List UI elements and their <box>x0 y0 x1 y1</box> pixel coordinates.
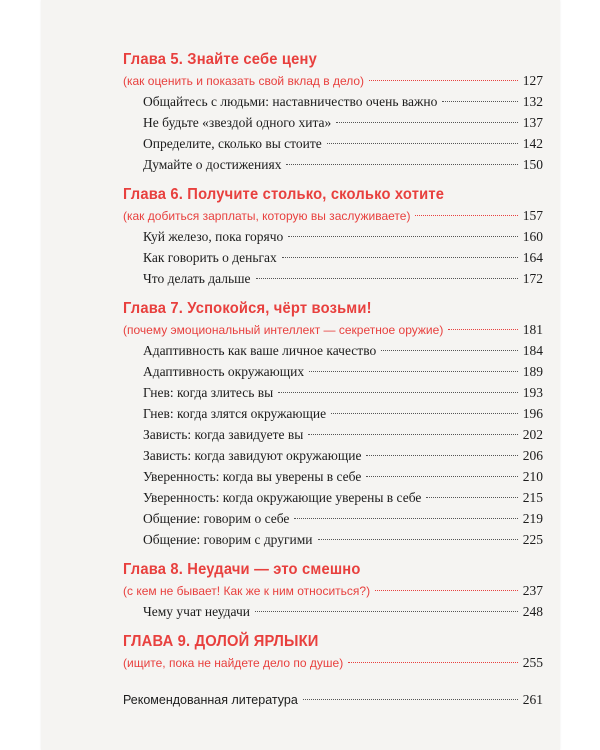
toc-entry <box>123 154 543 175</box>
page-number: 150 <box>522 157 543 172</box>
page-number: 202 <box>522 427 543 442</box>
dot-leader <box>442 101 517 102</box>
entry-label: Уверенность: когда вы уверены в себе <box>143 469 362 484</box>
dot-leader <box>294 518 517 519</box>
dot-leader <box>331 413 518 414</box>
entry-label: Гнев: когда злитесь вы <box>143 385 274 400</box>
entry-label: Не будьте «звездой одного хита» <box>143 115 332 130</box>
dot-leader <box>426 497 517 498</box>
dot-leader <box>278 392 518 393</box>
dot-leader <box>256 278 518 279</box>
toc-entry <box>123 133 543 154</box>
page-number: 137 <box>522 115 543 130</box>
entry-label: Что делать дальше <box>143 271 251 286</box>
dot-leader <box>286 164 517 165</box>
dot-leader <box>255 611 518 612</box>
chapter-6 <box>123 184 543 289</box>
dot-leader <box>282 257 518 258</box>
chapter-title: Глава 6. Получите столько, сколько хотите <box>123 186 445 203</box>
entry-label: Думайте о достижениях <box>143 157 282 172</box>
page-number: 210 <box>522 469 543 484</box>
chapter-subtitle: (ищите, пока не найдете дело по душе) <box>123 656 344 670</box>
chapter-subtitle-row <box>123 653 543 673</box>
dot-leader <box>327 143 518 144</box>
page-number: 181 <box>522 322 543 337</box>
entry-label: Адаптивность как ваше личное качество <box>143 343 377 358</box>
toc-entry <box>123 382 543 403</box>
entry-label: Общайтесь с людьми: наставничество очень важно <box>143 94 438 109</box>
page-number: 225 <box>522 532 543 547</box>
dot-leader <box>415 215 517 216</box>
page-number: 237 <box>522 583 543 598</box>
table-of-contents <box>123 40 543 710</box>
toc-entry <box>123 466 543 487</box>
page-number: 184 <box>522 343 543 358</box>
chapter-subtitle-row <box>123 581 543 601</box>
dot-leader <box>303 699 518 700</box>
toc-entry <box>123 508 543 529</box>
dot-leader <box>348 662 518 663</box>
dot-leader <box>366 455 517 456</box>
dot-leader <box>308 434 517 435</box>
entry-label: Зависть: когда завидуют окружающие <box>143 448 362 463</box>
toc-entry <box>123 601 543 622</box>
chapter-title: ГЛАВА 9. ДОЛОЙ ЯРЛЫКИ <box>123 633 319 650</box>
dot-leader <box>366 476 517 477</box>
chapter-title: Глава 7. Успокойся, чёрт возьми! <box>123 300 372 317</box>
chapter-8 <box>123 559 543 622</box>
chapter-title: Глава 8. Неудачи — это смешно <box>123 561 361 578</box>
page-number: 219 <box>522 511 543 526</box>
dot-leader <box>288 236 517 237</box>
entry-label: Зависть: когда завидуете вы <box>143 427 304 442</box>
page-number: 206 <box>522 448 543 463</box>
page-number: 172 <box>522 271 543 286</box>
toc-entry <box>123 403 543 424</box>
chapter-subtitle-row <box>123 71 543 91</box>
page-number: 160 <box>522 229 543 244</box>
entry-label: Гнев: когда злятся окружающие <box>143 406 327 421</box>
book-page <box>41 0 560 750</box>
dot-leader <box>336 122 517 123</box>
dot-leader <box>448 329 517 330</box>
page-number: 142 <box>522 136 543 151</box>
chapter-7 <box>123 298 543 550</box>
page-number: 215 <box>522 490 543 505</box>
chapter-subtitle: (как оценить и показать свой вклад в дело) <box>123 74 365 88</box>
toc-entry <box>123 91 543 112</box>
entry-label: Рекомендованная литература <box>123 693 298 707</box>
entry-label: Куй железо, пока горячо <box>143 229 284 244</box>
entry-label: Определите, сколько вы стоите <box>143 136 322 151</box>
chapter-5 <box>123 49 543 175</box>
toc-entry <box>123 112 543 133</box>
page-number: 164 <box>522 250 543 265</box>
toc-entry <box>123 424 543 445</box>
page-number: 248 <box>522 604 543 619</box>
toc-entry <box>123 445 543 466</box>
dot-leader <box>309 371 518 372</box>
page-number: 127 <box>522 73 543 88</box>
entry-label: Общение: говорим с другими <box>143 532 313 547</box>
entry-label: Чему учат неудачи <box>143 604 251 619</box>
page-number: 193 <box>522 385 543 400</box>
chapter-subtitle: (с кем не бывает! Как же к ним относиться?) <box>123 584 371 598</box>
entry-label: Адаптивность окружающих <box>143 364 305 379</box>
chapter-title: Глава 5. Знайте себе цену <box>123 51 317 68</box>
entry-label: Общение: говорим о себе <box>143 511 290 526</box>
entry-label: Уверенность: когда окружающие уверены в себе <box>143 490 422 505</box>
page-number: 132 <box>522 94 543 109</box>
page-number: 157 <box>522 208 543 223</box>
recommended-literature-entry <box>123 689 543 710</box>
chapter-subtitle: (как добиться зарплаты, которую вы заслуживаете) <box>123 209 411 223</box>
page-number: 261 <box>522 692 543 707</box>
chapter-subtitle-row <box>123 206 543 226</box>
page-number: 255 <box>522 655 543 670</box>
page-number: 189 <box>522 364 543 379</box>
toc-entry <box>123 247 543 268</box>
toc-entry <box>123 361 543 382</box>
dot-leader <box>375 590 518 591</box>
dot-leader <box>318 539 518 540</box>
dot-leader <box>369 80 518 81</box>
toc-entry <box>123 529 543 550</box>
toc-entry <box>123 340 543 361</box>
toc-entry <box>123 487 543 508</box>
entry-label: Как говорить о деньгах <box>143 250 277 265</box>
toc-entry <box>123 226 543 247</box>
dot-leader <box>381 350 518 351</box>
chapter-subtitle-row <box>123 320 543 340</box>
page-number: 196 <box>522 406 543 421</box>
chapter-9 <box>123 631 543 673</box>
chapter-subtitle: (почему эмоциональный интеллект — секретное оружие) <box>123 323 444 337</box>
toc-entry <box>123 268 543 289</box>
